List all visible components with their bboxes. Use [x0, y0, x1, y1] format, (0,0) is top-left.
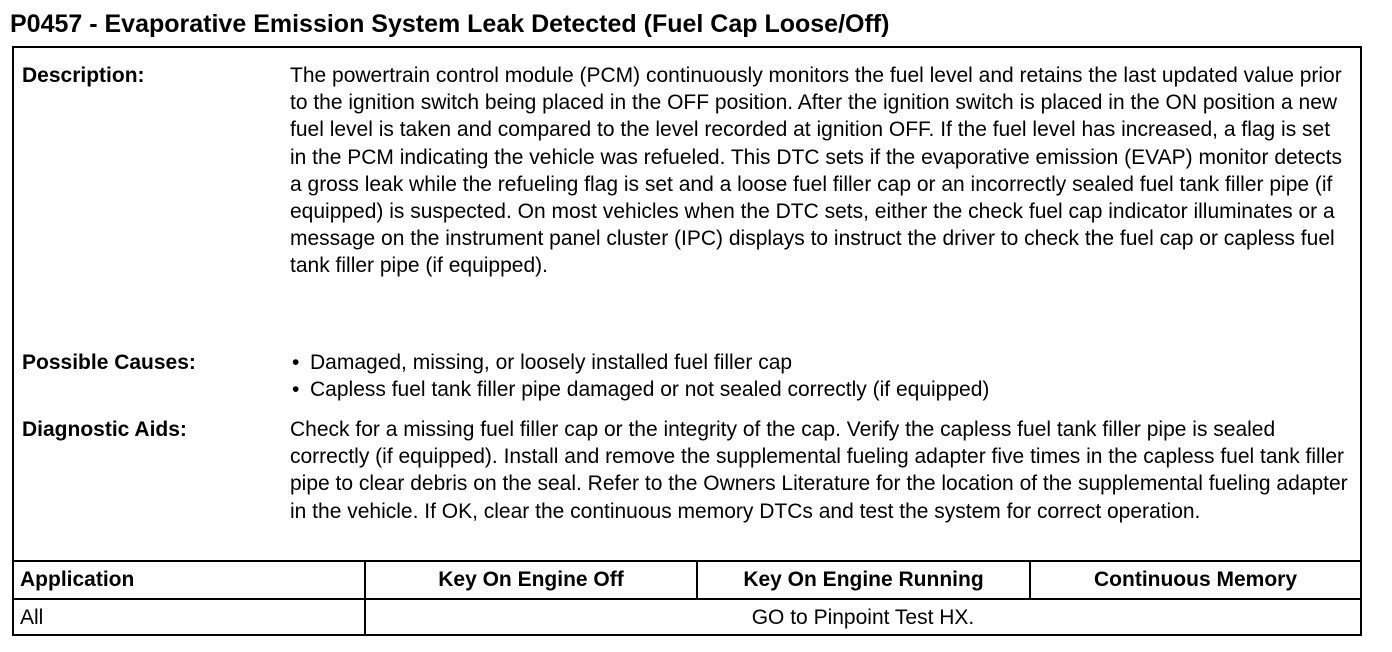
table-header-application: Application [20, 568, 135, 591]
possible-causes-list [290, 349, 1350, 403]
table-cell-application: All [20, 606, 44, 629]
diagnostic-aids-text [290, 416, 1350, 525]
table-header-key-on-engine-off: Key On Engine Off [438, 568, 624, 591]
description-label: Description: [22, 64, 145, 87]
possible-causes-label: Possible Causes: [22, 351, 196, 374]
table-cell-action: GO to Pinpoint Test HX. [751, 606, 975, 629]
possible-causes-list-wrap [290, 349, 1350, 403]
table-header-key-on-engine-running: Key On Engine Running [743, 568, 984, 591]
diagnostic-aids-label: Diagnostic Aids: [22, 418, 187, 441]
description-paragraph: The powertrain control module (PCM) continuously monitors the fuel level and retains the last updated value prior to the ignition switch being placed in the OFF position. After the ignition switch is placed in the ON position a new fuel level is taken and compared to the level recorded at ignition OFF. If the fuel level has increased, a flag is set in the PCM indicating the vehicle was refueled. This DTC sets if the evaporative emission (EVAP) monitor detects a gross leak while the refueling flag is set and a loose fuel filler cap or an incorrectly sealed fuel tank filler pipe (if equipped) is suspected. On most vehicles when the DTC sets, either the check fuel cap indicator illuminates or a message on the instrument panel cluster (IPC) displays to instruct the driver to check the fuel cap or capless fuel tank filler pipe (if equipped). [290, 64, 1343, 278]
description-text [290, 62, 1350, 280]
list-item: • Capless fuel tank filler pipe damaged or not sealed correctly (if equipped) [290, 376, 1350, 403]
dtc-info-box [12, 46, 1362, 636]
application-table [14, 560, 1360, 636]
page-title: P0457 - Evaporative Emission System Leak Detected (Fuel Cap Loose/Off) [10, 10, 890, 38]
diagnostic-aids-paragraph: Check for a missing fuel filler cap or the integrity of the cap. Verify the capless fuel tank filler pipe is sealed correctly (if equipped). Install and remove the supplemental fueling adapter five times in the capless fuel tank filler pipe to clear debris on the seal. Refer to the Owners Literature for the location of the supplemental fueling adapter in the vehicle. If OK, clear the continuous memory DTCs and test the system for correct operation. [290, 418, 1348, 523]
list-item: • Damaged, missing, or loosely installed fuel filler cap [290, 349, 1350, 376]
table-header-continuous-memory: Continuous Memory [1094, 568, 1297, 591]
